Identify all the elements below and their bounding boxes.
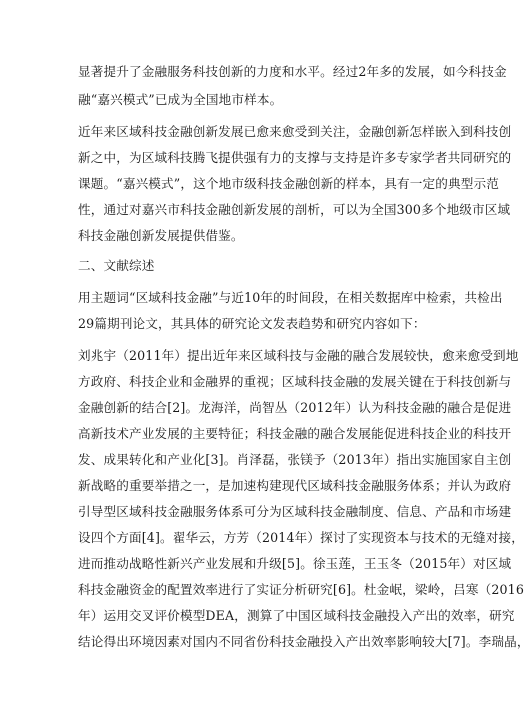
text-line: 年）运用交叉评价模型DEA，测算了中国区域科技金融投入产出的效率，研究 bbox=[78, 608, 515, 623]
text-line: 科技金融资金的配置效率进行了实证分析研究[6]。杜金岷，梁岭，吕寒（2016 bbox=[78, 582, 524, 597]
section-heading: 二、文献综述 bbox=[78, 258, 155, 273]
text-line: 科技金融创新发展提供借鉴。 bbox=[78, 228, 244, 243]
text-line: 金融创新的结合[2]。龙海洋，尚智丛（2012年）认为科技金融的融合是促进 bbox=[78, 400, 512, 415]
text-line: 刘兆宇（2011年）提出近年来区域科技与金融的融合发展较快，愈来愈受到地 bbox=[78, 348, 519, 363]
text-line: 方政府、科技企业和金融界的重视；区域科技金融的发展关键在于科技创新与 bbox=[78, 374, 512, 389]
text-line: 设四个方面[4]。翟华云，方芳（2014年）探讨了实现资本与技术的无缝对接， bbox=[78, 530, 524, 545]
text-line: 结论得出环境因素对国内不同省份科技金融投入产出效率影响较大[7]。李瑞晶， bbox=[78, 634, 530, 649]
text-line: 显著提升了金融服务科技创新的力度和水平。经过2年多的发展，如今科技金 bbox=[78, 64, 507, 79]
text-line: 高新技术产业发展的主要特征；科技金融的融合发展能促进科技企业的科技开 bbox=[78, 426, 512, 441]
text-line: 发、成果转化和产业化[3]。肖泽磊，张镁予（2013年）指出实施国家自主创 bbox=[78, 452, 512, 467]
text-line: 进而推动战略性新兴产业发展和升级[5]。徐玉莲，王玉冬（2015年）对区域 bbox=[78, 556, 512, 571]
text-line: 用主题词“区域科技金融”与近10年的时间段，在相关数据库中检索，共检出 bbox=[78, 290, 503, 305]
text-line: 近年来区域科技金融创新发展已愈来愈受到关注，金融创新怎样嵌入到科技创 bbox=[78, 124, 512, 139]
text-line: 融“嘉兴模式”已成为全国地市样本。 bbox=[78, 92, 283, 107]
text-line: 新战略的重要举措之一，是加速构建现代区域科技金融服务体系；并认为政府 bbox=[78, 478, 512, 493]
text-line: 课题。“嘉兴模式”，这个地市级科技金融创新的样本，具有一定的典型示范 bbox=[78, 176, 499, 191]
text-line: 性，通过对嘉兴市科技金融创新发展的剖析，可以为全国300多个地级市区域 bbox=[78, 202, 511, 217]
text-line: 29篇期刊论文，其具体的研究论文发表趋势和研究内容如下： bbox=[78, 316, 426, 331]
text-line: 新之中，为区域科技腾飞提供强有力的支撑与支持是许多专家学者共同研究的 bbox=[78, 150, 512, 165]
text-line: 引导型区域科技金融服务体系可分为区域科技金融制度、信息、产品和市场建 bbox=[78, 504, 512, 519]
